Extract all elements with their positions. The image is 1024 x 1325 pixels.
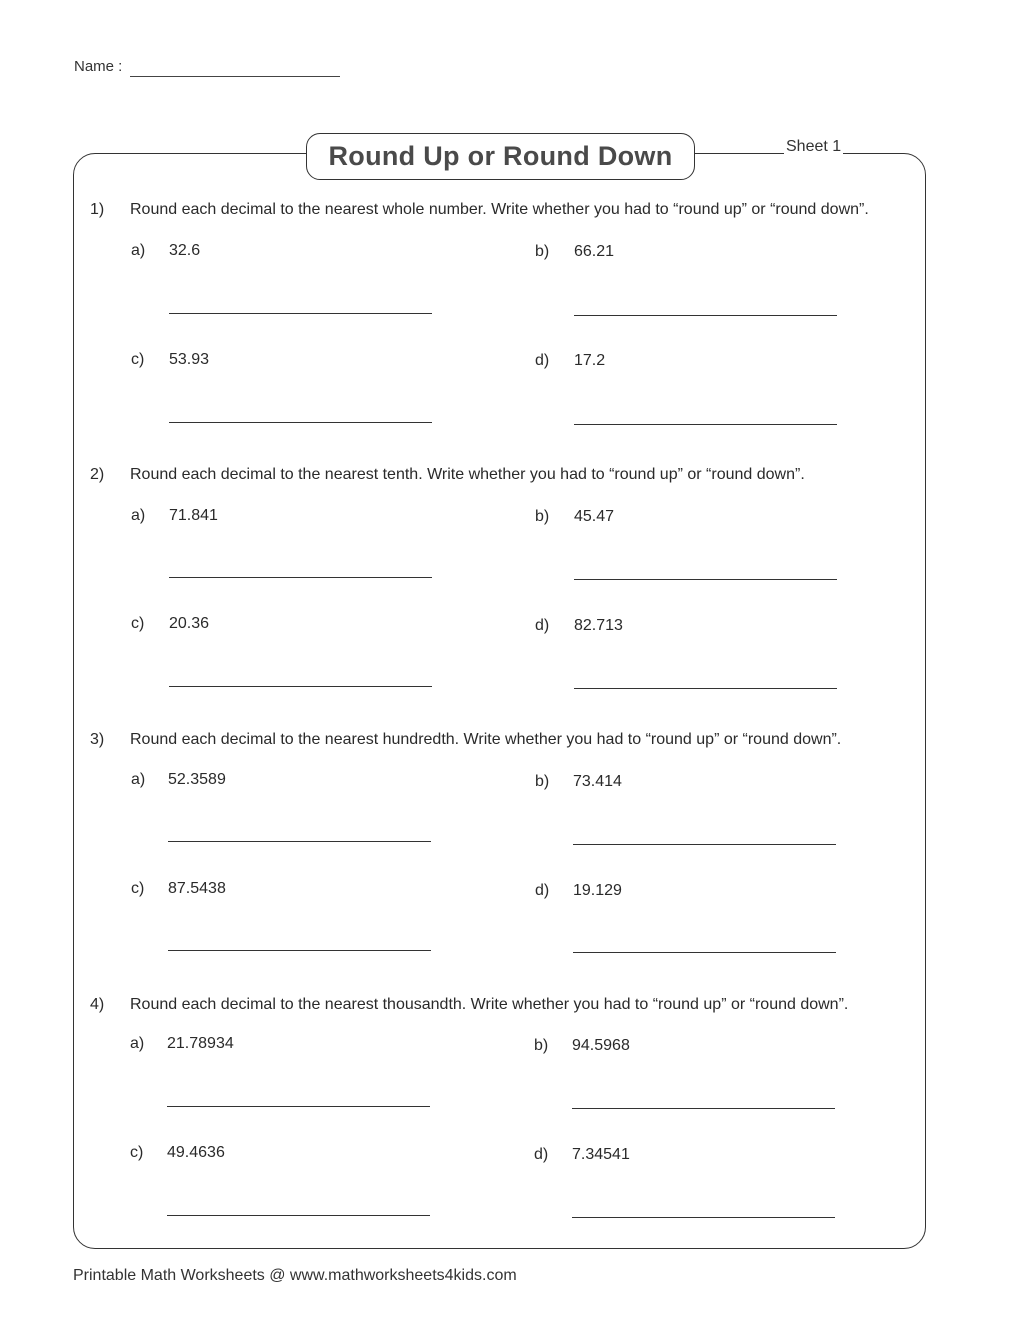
item-value: 20.36 bbox=[169, 615, 210, 632]
answer-line[interactable] bbox=[574, 424, 837, 425]
question-number: 1) bbox=[90, 201, 105, 218]
item-letter: a) bbox=[131, 507, 146, 524]
answer-line[interactable] bbox=[169, 313, 432, 314]
item-value: 53.93 bbox=[169, 351, 210, 368]
item-value: 73.414 bbox=[573, 773, 622, 790]
item-value: 21.78934 bbox=[167, 1035, 234, 1052]
item-letter: b) bbox=[535, 508, 550, 525]
answer-line[interactable] bbox=[572, 1108, 835, 1109]
item-letter: a) bbox=[131, 242, 146, 259]
name-label: Name : bbox=[74, 58, 123, 75]
answer-line[interactable] bbox=[167, 1215, 430, 1216]
item-value: 7.34541 bbox=[572, 1146, 630, 1163]
answer-line[interactable] bbox=[169, 577, 432, 578]
answer-line[interactable] bbox=[572, 1217, 835, 1218]
item-value: 87.5438 bbox=[168, 880, 226, 897]
item-value: 45.47 bbox=[574, 508, 615, 525]
item-value: 52.3589 bbox=[168, 771, 226, 788]
item-letter: d) bbox=[535, 882, 550, 899]
item-value: 66.21 bbox=[574, 243, 615, 260]
answer-line[interactable] bbox=[574, 579, 837, 580]
name-answer-line[interactable] bbox=[130, 76, 340, 77]
item-letter: b) bbox=[534, 1037, 549, 1054]
answer-line[interactable] bbox=[168, 950, 431, 951]
item-value: 32.6 bbox=[169, 242, 201, 259]
item-value: 71.841 bbox=[169, 507, 218, 524]
question-number: 2) bbox=[90, 466, 105, 483]
answer-line[interactable] bbox=[169, 422, 432, 423]
sheet-number: Sheet 1 bbox=[786, 138, 842, 155]
item-letter: a) bbox=[131, 771, 146, 788]
item-value: 17.2 bbox=[574, 352, 606, 369]
item-letter: a) bbox=[130, 1035, 145, 1052]
item-letter: c) bbox=[131, 615, 145, 632]
answer-line[interactable] bbox=[168, 841, 431, 842]
item-value: 94.5968 bbox=[572, 1037, 630, 1054]
answer-line[interactable] bbox=[169, 686, 432, 687]
worksheet-frame bbox=[73, 153, 926, 1249]
answer-line[interactable] bbox=[167, 1106, 430, 1107]
question-instruction: Round each decimal to the nearest whole number. Write whether you had to “round up” or “round down”. bbox=[130, 201, 869, 218]
worksheet-title: Round Up or Round Down bbox=[328, 141, 673, 171]
question-number: 4) bbox=[90, 996, 105, 1013]
item-letter: b) bbox=[535, 773, 550, 790]
question-instruction: Round each decimal to the nearest hundredth. Write whether you had to “round up” or “round down”. bbox=[130, 731, 842, 748]
question-instruction: Round each decimal to the nearest tenth. Write whether you had to “round up” or “round down”. bbox=[130, 466, 805, 483]
answer-line[interactable] bbox=[573, 952, 836, 953]
title-banner bbox=[306, 133, 695, 180]
item-letter: c) bbox=[130, 1144, 144, 1161]
question-instruction: Round each decimal to the nearest thousandth. Write whether you had to “round up” or “round down”. bbox=[130, 996, 849, 1013]
item-letter: d) bbox=[535, 352, 550, 369]
answer-line[interactable] bbox=[574, 688, 837, 689]
item-letter: b) bbox=[535, 243, 550, 260]
item-letter: c) bbox=[131, 880, 145, 897]
answer-line[interactable] bbox=[573, 844, 836, 845]
item-value: 19.129 bbox=[573, 882, 622, 899]
footer-credit: Printable Math Worksheets @ www.mathworksheets4kids.com bbox=[73, 1267, 517, 1284]
answer-line[interactable] bbox=[574, 315, 837, 316]
question-number: 3) bbox=[90, 731, 105, 748]
item-letter: d) bbox=[535, 617, 550, 634]
item-letter: c) bbox=[131, 351, 145, 368]
item-value: 82.713 bbox=[574, 617, 623, 634]
item-value: 49.4636 bbox=[167, 1144, 225, 1161]
item-letter: d) bbox=[534, 1146, 549, 1163]
